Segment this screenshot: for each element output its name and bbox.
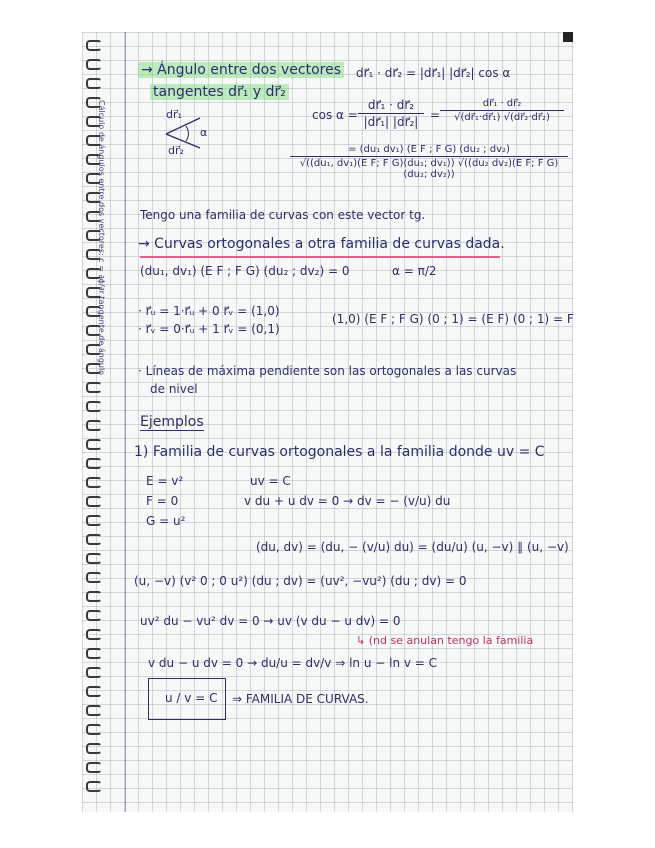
step-1-line: uv² du − vu² dv = 0 → uv (v du − u dv) = 0 — [140, 614, 401, 628]
spiral-ring — [86, 382, 102, 393]
margin-line — [125, 32, 126, 812]
spiral-ring — [86, 401, 102, 412]
frac1-denominator: |dr⃗₁| |dr⃗₂| — [363, 115, 419, 129]
lines-note-1: · Líneas de máxima pendiente son las ortogonales a las curvas — [138, 364, 517, 378]
cos-fraction-2 — [440, 98, 564, 123]
result-box — [148, 678, 226, 720]
frac2-denominator: √(dr⃗₁·dr⃗₁) √(dr⃗₂·dr⃗₂) — [454, 112, 550, 123]
orthogonality-equation: (du₁, dv₁) (E F ; F G) (du₂ ; dv₂) = 0 — [140, 264, 350, 278]
frac3-numerator: = (du₁ dv₁) (E F ; F G) (du₂ ; dv₂) — [348, 144, 510, 155]
spiral-ring — [86, 420, 102, 431]
title-line1-text: → Ángulo entre dos vectores — [138, 62, 344, 78]
section2-underline — [140, 256, 500, 258]
frac2-bar — [440, 110, 564, 111]
diagram-r2-label: dr⃗₂ — [168, 144, 184, 157]
spiral-ring — [86, 762, 102, 773]
result-formula: u / v = C — [165, 691, 218, 705]
spiral-ring — [86, 610, 102, 621]
frac3-denominator: √((du₁, dv₁)(E F; F G)(du₁; dv₁)) √((du₂ dv₂)(E F; F G)(du₂; dv₂)) — [299, 158, 559, 180]
spiral-ring — [86, 705, 102, 716]
spiral-ring — [86, 686, 102, 697]
rv-line: · r⃗ᵥ = 0·r⃗ᵤ + 1 r⃗ᵥ = (0,1) — [138, 322, 280, 336]
section1-title-line2 — [150, 84, 289, 100]
spiral-ring — [86, 724, 102, 735]
frac1-numerator: dr⃗₁ · dr⃗₂ — [367, 98, 415, 112]
spiral-ring — [86, 553, 102, 564]
step-1-note: ↳ (nd se anulan tengo la familia — [356, 634, 534, 647]
diagram-alpha-label: α — [200, 126, 208, 139]
cos-label: cos α = — [312, 108, 358, 122]
spiral-ring — [86, 59, 102, 70]
angle-condition: α = π/2 — [392, 264, 437, 278]
frac1-bar — [358, 113, 424, 114]
diagram-r1-label: dr⃗₁ — [166, 108, 182, 121]
spiral-ring — [86, 515, 102, 526]
direction-vector-line: (du, dv) = (du, − (v/u) du) = (du/u) (u, −v) ∥ (u, −v) — [256, 540, 569, 554]
spiral-ring — [86, 458, 102, 469]
spiral-ring — [86, 78, 102, 89]
example-1-statement: 1) Familia de curvas ortogonales a la familia donde uv = C — [134, 444, 545, 460]
cos-fraction-1 — [358, 98, 424, 129]
margin-note — [92, 100, 108, 376]
frac2-numerator: dr⃗₁ · dr⃗₂ — [482, 98, 522, 109]
margin-note-text: Cálculo de ángulos entre dos vectores: c = ∂ϕ/∂r tangente de ángulo — [97, 100, 106, 376]
frac3-bar — [290, 156, 568, 157]
spiral-ring — [86, 648, 102, 659]
spiral-ring — [86, 667, 102, 678]
spiral-ring — [86, 534, 102, 545]
cos-fraction-3 — [290, 144, 568, 180]
spiral-ring — [86, 591, 102, 602]
step-2-line: v du − u dv = 0 → du/u = dv/v ⇒ ln u − ln v = C — [148, 656, 438, 670]
page-corner-mark — [563, 32, 573, 42]
dot-product-formula: dr⃗₁ · dr⃗₂ = |dr⃗₁| |dr⃗₂| cos α — [356, 66, 511, 80]
system-line-1: uv = C — [250, 474, 291, 488]
spiral-ring — [86, 477, 102, 488]
section2-title: → Curvas ortogonales a otra familia de curvas dada. — [138, 236, 505, 252]
spiral-ring — [86, 781, 102, 792]
orthogonality-product-line: (u, −v) (v² 0 ; 0 u²) (du ; dv) = (uv², −vu²) (du ; dv) = 0 — [134, 574, 467, 588]
ru-line: · r⃗ᵤ = 1·r⃗ᵤ + 0 r⃗ᵥ = (1,0) — [138, 304, 280, 318]
spiral-ring — [86, 496, 102, 507]
equals-sign-1: = — [430, 108, 441, 122]
title-line2-text: tangentes dr⃗₁ y dr⃗₂ — [150, 84, 289, 100]
spiral-ring — [86, 629, 102, 640]
coef-E: E = v² — [146, 474, 184, 488]
lines-note-2: de nivel — [150, 382, 198, 396]
ejemplos-heading: Ejemplos — [140, 414, 204, 430]
spiral-ring — [86, 439, 102, 450]
spiral-ring — [86, 40, 102, 51]
section1-title-line1 — [138, 62, 344, 78]
coef-F: F = 0 — [146, 494, 179, 508]
system-line-2: v du + u dv = 0 → dv = − (v/u) du — [244, 494, 451, 508]
spiral-ring — [86, 572, 102, 583]
spiral-ring — [86, 743, 102, 754]
product-line: (1,0) (E F ; F G) (0 ; 1) = (E F) (0 ; 1) = F — [332, 312, 574, 326]
result-text: ⇒ FAMILIA DE CURVAS. — [232, 692, 369, 706]
coef-G: G = u² — [146, 514, 186, 528]
family-note: Tengo una familia de curvas con este vector tg. — [140, 208, 426, 222]
